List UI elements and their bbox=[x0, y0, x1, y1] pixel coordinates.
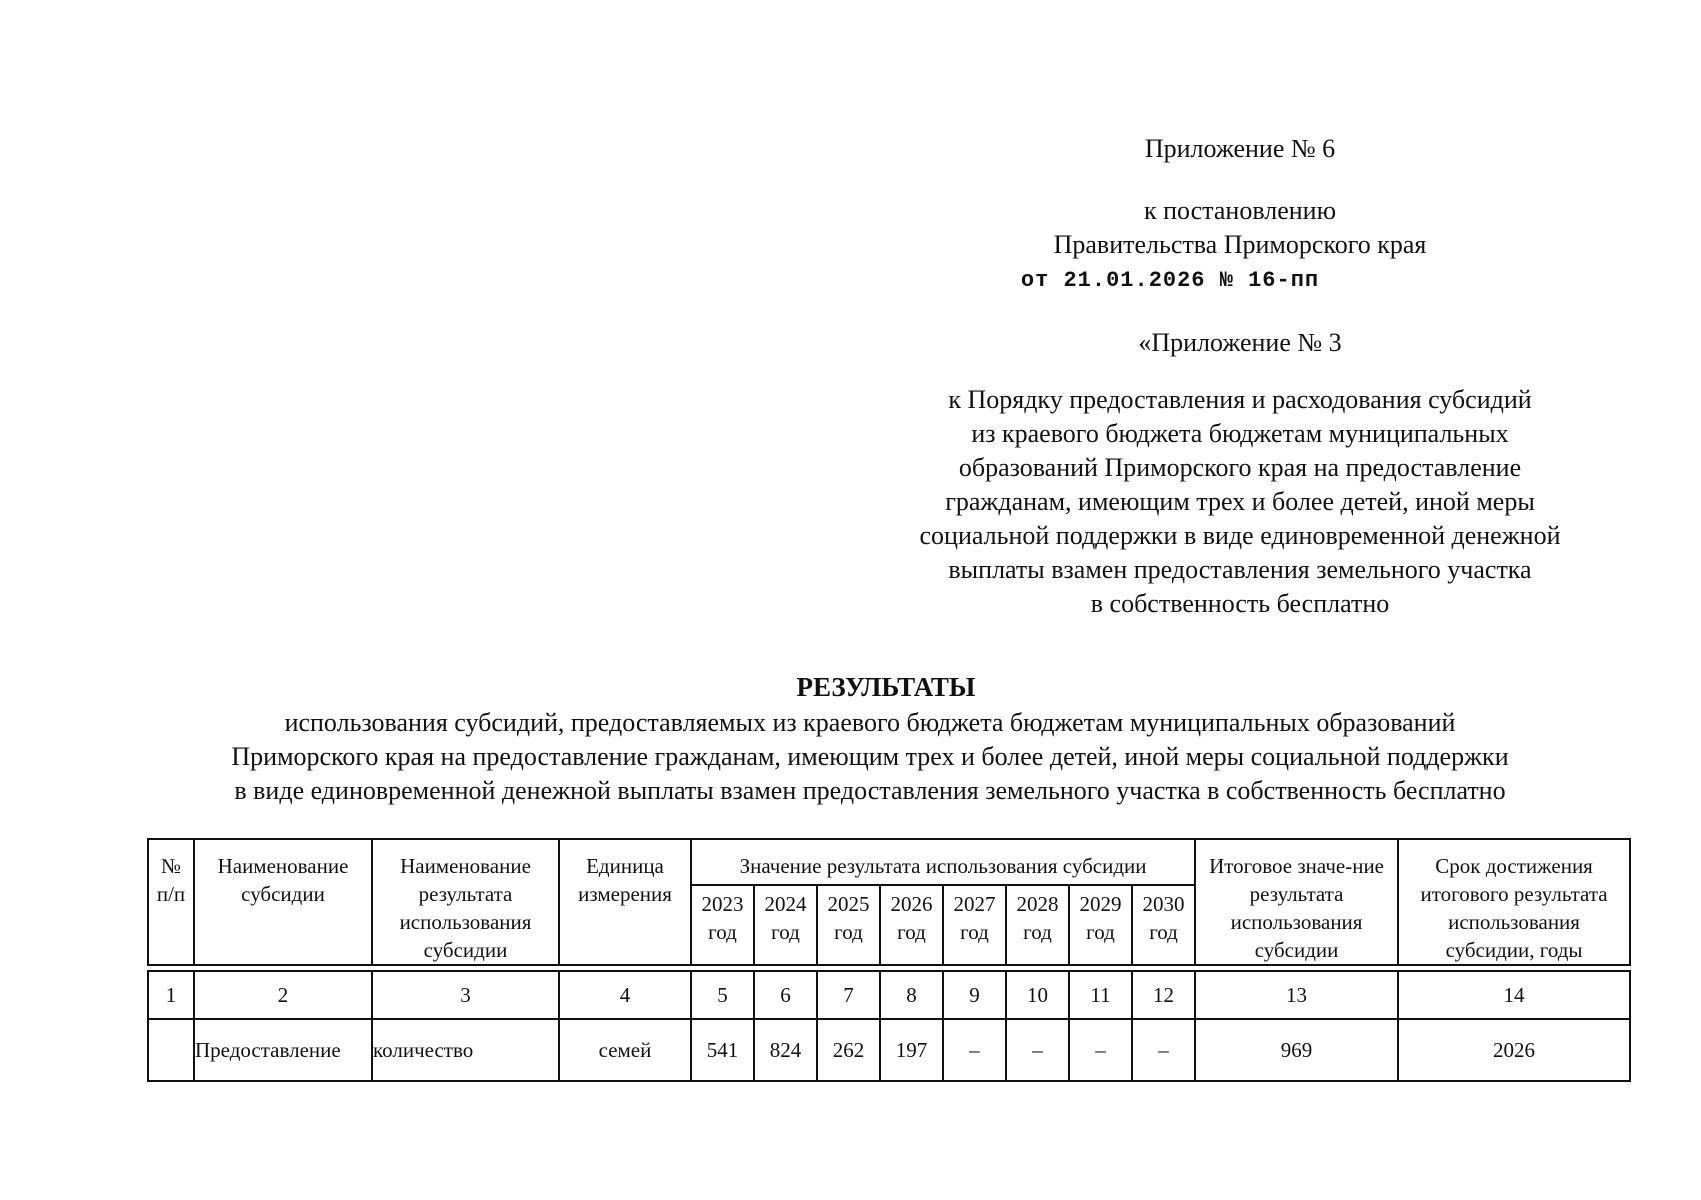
header-unit: Единица измерения bbox=[559, 839, 691, 965]
row-total: 969 bbox=[1195, 1019, 1398, 1081]
column-number: 9 bbox=[943, 971, 1006, 1019]
column-number: 12 bbox=[1132, 971, 1195, 1019]
results-table bbox=[147, 838, 1631, 1082]
header-value-group: Значение результата использования субсидии bbox=[691, 839, 1195, 885]
header-year-2023: 2023 год bbox=[691, 885, 754, 965]
procedure-line: в собственность бесплатно bbox=[1090, 589, 1390, 618]
row-subsidy-name: Предоставление bbox=[194, 1019, 372, 1081]
column-number: 1 bbox=[148, 971, 194, 1019]
row-value-2024: 824 bbox=[754, 1019, 817, 1081]
procedure-line: выплаты взамен предоставления земельного участка bbox=[948, 555, 1532, 584]
header-year-2026: 2026 год bbox=[880, 885, 943, 965]
row-value-2030: – bbox=[1132, 1019, 1195, 1081]
column-number: 13 bbox=[1195, 971, 1398, 1019]
header-deadline: Срок достижения итогового результата использования субсидии, годы bbox=[1398, 839, 1630, 965]
document-title: РЕЗУЛЬТАТЫ bbox=[796, 672, 976, 702]
row-value-2028: – bbox=[1006, 1019, 1069, 1081]
subtitle-line: в виде единовременной денежной выплаты взамен предоставления земельного участка в собственность бесплатно bbox=[234, 776, 1506, 805]
subtitle-line: Приморского края на предоставление гражданам, имеющим трех и более детей, иной меры социальной поддержки bbox=[231, 742, 1509, 771]
header-total: Итоговое значе-ние результата использования субсидии bbox=[1195, 839, 1398, 965]
row-value-2023: 541 bbox=[691, 1019, 754, 1081]
resolution-date-number: от 21.01.2026 № 16-пп bbox=[1020, 268, 1320, 293]
document-subtitle bbox=[150, 706, 1590, 808]
row-value-2027: – bbox=[943, 1019, 1006, 1081]
header-result-name: Наименование результата использования субсидии bbox=[372, 839, 559, 965]
to-resolution-label: к постановлению bbox=[1143, 196, 1337, 225]
appendix-label: Приложение № 6 bbox=[1144, 134, 1336, 163]
header-year-2025: 2025 год bbox=[817, 885, 880, 965]
column-number: 8 bbox=[880, 971, 943, 1019]
column-number: 2 bbox=[194, 971, 372, 1019]
government-label: Правительства Приморского края bbox=[1053, 230, 1427, 259]
procedure-line: образований Приморского края на предоставление bbox=[958, 453, 1522, 482]
procedure-line: гражданам, имеющим трех и более детей, иной меры bbox=[945, 487, 1535, 516]
column-number: 7 bbox=[817, 971, 880, 1019]
header-year-2028: 2028 год bbox=[1006, 885, 1069, 965]
column-number: 10 bbox=[1006, 971, 1069, 1019]
header-year-2030: 2030 год bbox=[1132, 885, 1195, 965]
header-subsidy-name: Наименование субсидии bbox=[194, 839, 372, 965]
subtitle-line: использования субсидий, предоставляемых из краевого бюджета бюджетам муниципальных образований bbox=[284, 708, 1456, 737]
row-value-2025: 262 bbox=[817, 1019, 880, 1081]
column-number: 11 bbox=[1069, 971, 1132, 1019]
header-num: № п/п bbox=[148, 839, 194, 965]
header-year-2024: 2024 год bbox=[754, 885, 817, 965]
row-value-2029: – bbox=[1069, 1019, 1132, 1081]
column-number: 6 bbox=[754, 971, 817, 1019]
column-number: 14 bbox=[1398, 971, 1630, 1019]
column-number: 4 bbox=[559, 971, 691, 1019]
row-deadline: 2026 bbox=[1398, 1019, 1630, 1081]
procedure-line: социальной поддержки в виде единовременной денежной bbox=[919, 521, 1561, 550]
row-value-2026: 197 bbox=[880, 1019, 943, 1081]
procedure-text bbox=[880, 383, 1600, 621]
row-result-name: количество bbox=[372, 1019, 559, 1081]
row-num bbox=[148, 1019, 194, 1081]
column-number: 3 bbox=[372, 971, 559, 1019]
column-number: 5 bbox=[691, 971, 754, 1019]
column-number-row bbox=[148, 971, 1630, 1019]
header-row bbox=[148, 839, 1630, 885]
header-year-2029: 2029 год bbox=[1069, 885, 1132, 965]
table-row bbox=[148, 1019, 1630, 1081]
header-year-2027: 2027 год bbox=[943, 885, 1006, 965]
procedure-line: к Порядку предоставления и расходования субсидий bbox=[948, 385, 1532, 414]
row-unit: семей bbox=[559, 1019, 691, 1081]
procedure-line: из краевого бюджета бюджетам муниципальных bbox=[971, 419, 1509, 448]
appendix-quote-label: «Приложение № 3 bbox=[1138, 328, 1342, 357]
